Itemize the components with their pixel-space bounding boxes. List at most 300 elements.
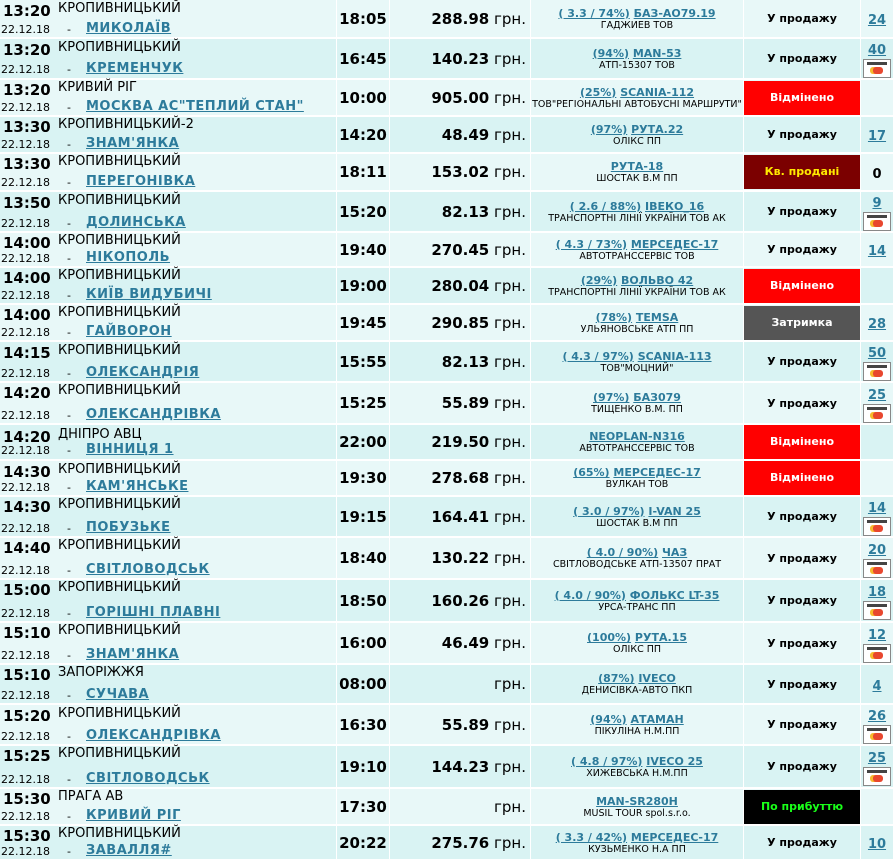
rating-link[interactable]: ( 3.3 / 74%) [558, 6, 630, 20]
departure-cell [0, 79, 337, 116]
arrival-time: 14:20 [337, 116, 390, 153]
departure-time: 15:30 [3, 827, 51, 845]
bus-model-link[interactable]: ФОЛЬКС LT-35 [629, 588, 720, 602]
price-value: 46.49 [441, 634, 490, 652]
table-row [0, 116, 894, 153]
origin-station: ДНІПРО АВЦ [58, 426, 142, 442]
seats-link[interactable]: 17 [867, 129, 887, 144]
status-cell [744, 191, 861, 232]
seats-cell [861, 153, 894, 191]
card-payment-icon[interactable] [863, 404, 891, 423]
price-cell [390, 0, 531, 38]
price-cell [390, 537, 531, 579]
arrival-time: 16:30 [337, 704, 390, 745]
origin-station: КРОПИВНИЦЬКИЙ [58, 538, 181, 553]
departure-time: 13:20 [3, 81, 51, 99]
bus-cell [531, 191, 744, 232]
table-row [0, 424, 894, 460]
departure-time: 15:00 [3, 581, 51, 599]
route-dash: - [67, 810, 71, 823]
card-payment-icon[interactable] [863, 601, 891, 620]
price-value: 290.85 [431, 313, 490, 332]
bus-cell [531, 788, 744, 825]
price-value: 55.89 [441, 394, 490, 412]
bus-model-link[interactable]: МЕРСЕДЕС-17 [630, 237, 719, 251]
departure-date: 22.12.18 [1, 216, 50, 230]
destination-link[interactable]: КАМ'ЯНСЬКЕ [86, 478, 189, 494]
card-payment-icon[interactable] [863, 517, 891, 536]
destination-link[interactable]: ПОБУЗЬКЕ [86, 520, 171, 535]
seats-link[interactable]: 4 [872, 678, 882, 694]
arrival-time: 16:45 [337, 38, 390, 79]
bus-model-link[interactable]: TEMSA [635, 310, 679, 324]
status-cell [744, 745, 861, 788]
destination-link[interactable]: ОЛЕКСАНДРІВКА [86, 727, 221, 743]
bus-cell [531, 579, 744, 622]
arrival-time: 18:11 [337, 153, 390, 191]
destination-link[interactable]: ГОРІШНІ ПЛАВНІ [86, 605, 221, 620]
arrival-time: 08:00 [337, 664, 390, 704]
price-cell [390, 745, 531, 788]
status-cell [744, 38, 861, 79]
currency: грн. [494, 634, 526, 652]
arrival-time: 20:22 [337, 825, 390, 860]
table-row [0, 267, 894, 304]
arrival-time: 15:20 [337, 191, 390, 232]
price-cell [390, 788, 531, 825]
status-badge: Відмінено [744, 425, 860, 459]
bus-model-link[interactable]: АТАМАН [630, 712, 684, 726]
currency: грн. [494, 507, 526, 526]
destination-link[interactable]: ВІННИЦЯ 1 [86, 441, 174, 457]
rating-link[interactable]: ( 4.8 / 97%) [571, 754, 643, 768]
bus-model-link[interactable]: РУТА.15 [634, 631, 687, 644]
currency: грн. [494, 9, 526, 28]
departure-time: 13:50 [3, 193, 51, 212]
departure-cell [0, 191, 337, 232]
destination-link[interactable]: КРИВИЙ РІГ [86, 808, 181, 823]
price-value: 905.00 [431, 88, 490, 107]
bus-cell [531, 622, 744, 664]
carrier-name: ДЕНИСІВКА-АВТО ПКП [581, 685, 693, 696]
bus-model-link[interactable]: ЧАЗ [662, 546, 688, 559]
destination-link[interactable]: ПЕРЕГОНІВКА [86, 174, 196, 189]
arrival-time: 19:40 [337, 232, 390, 267]
seats-link[interactable]: 40 [867, 43, 887, 58]
rating-link[interactable]: ( 4.0 / 90%) [554, 588, 626, 602]
departure-date: 22.12.18 [1, 773, 50, 786]
destination-link[interactable]: ДОЛИНСЬКА [86, 214, 186, 230]
departure-cell [0, 382, 337, 424]
price-value: 288.98 [431, 9, 490, 28]
departure-cell [0, 424, 337, 460]
seats-link[interactable]: 12 [867, 627, 887, 643]
status-text: У продажу [767, 128, 837, 141]
price-cell [390, 232, 531, 267]
route-dash: - [67, 409, 71, 422]
price-cell [390, 460, 531, 496]
origin-station: КРОПИВНИЦЬКИЙ [58, 342, 181, 358]
departure-date: 22.12.18 [1, 443, 50, 457]
arrival-time: 15:55 [337, 341, 390, 382]
status-cell [744, 788, 861, 825]
departure-time: 14:00 [3, 234, 51, 252]
rating-link[interactable]: (29%) [580, 273, 618, 287]
carrier-name: ТРАНСПОРТНІ ЛІНІЇ УКРАЇНИ ТОВ АК [548, 286, 726, 298]
bus-cell [531, 79, 744, 116]
destination-link[interactable]: ОЛЕКСАНДРІЯ [86, 364, 200, 380]
departure-date: 22.12.18 [1, 689, 50, 702]
carrier-name: ГАДЖИЕВ ТОВ [600, 19, 674, 31]
price-value: 82.13 [441, 352, 490, 371]
carrier-name: КУЗЬМЕНКО Н.А ПП [588, 843, 686, 855]
status-text: У продажу [767, 836, 837, 849]
bus-model-link[interactable]: MAN-53 [632, 46, 682, 60]
status-cell [744, 116, 861, 153]
bus-model-link[interactable]: БАЗ-АО79.19 [633, 6, 716, 20]
status-text: У продажу [767, 718, 837, 731]
rating-link[interactable]: (65%) [573, 466, 610, 479]
carrier-name: АТП-15307 ТОВ [599, 59, 675, 71]
rating-link[interactable]: (25%) [579, 85, 617, 99]
departure-date: 22.12.18 [1, 649, 50, 662]
status-badge: Відмінено [744, 269, 860, 303]
seats-cell [861, 704, 894, 745]
arrival-time: 19:00 [337, 267, 390, 304]
bus-cell [531, 267, 744, 304]
seats-link[interactable]: 18 [867, 585, 887, 600]
card-payment-icon[interactable] [863, 725, 891, 744]
card-payment-icon[interactable] [863, 559, 891, 578]
table-row [0, 788, 894, 825]
bus-model-link[interactable]: БАЗ079 [633, 391, 681, 404]
currency: грн. [494, 163, 526, 181]
origin-station: КРОПИВНИЦЬКИЙ [58, 268, 181, 283]
rating-link[interactable]: (78%) [595, 310, 633, 324]
departure-time: 15:30 [3, 790, 51, 808]
bus-model-link[interactable]: I-VAN 25 [648, 504, 701, 518]
seats-link[interactable]: 14 [867, 244, 887, 259]
table-row [0, 38, 894, 79]
route-dash: - [67, 845, 71, 858]
seats-link[interactable]: 14 [867, 501, 887, 516]
route-dash: - [67, 138, 71, 151]
bus-model-link[interactable]: SCANIA-113 [637, 349, 712, 363]
carrier-name: УРСА-ТРАНС ПП [598, 601, 676, 613]
departure-date: 22.12.18 [1, 101, 50, 114]
table-row [0, 825, 894, 860]
table-row [0, 745, 894, 788]
price-cell [390, 153, 531, 191]
rating-link[interactable]: (97%) [590, 122, 628, 136]
origin-station: КРОПИВНИЦЬКИЙ [58, 383, 181, 398]
departure-time: 15:10 [3, 624, 51, 642]
carrier-name: ОЛІКС ПП [612, 644, 662, 655]
card-payment-icon[interactable] [863, 59, 891, 78]
currency: грн. [494, 88, 526, 107]
destination-link[interactable]: КИЇВ ВИДУБИЧІ [86, 287, 212, 302]
origin-station: КРОПИВНИЦЬКИЙ [58, 497, 181, 512]
seats-link[interactable]: 26 [867, 709, 887, 724]
destination-link[interactable]: СУЧАВА [86, 687, 150, 702]
carrier-name: АВТОТРАНССЕРВІС ТОВ [579, 250, 695, 262]
currency: грн. [494, 797, 526, 816]
price-value: 278.68 [431, 469, 490, 487]
seats-cell [861, 341, 894, 382]
table-row [0, 153, 894, 191]
origin-station: КРОПИВНИЦЬКИЙ [58, 623, 181, 638]
destination-link[interactable]: МОСКВА АС"ТЕПЛИЙ СТАН" [86, 99, 304, 114]
destination-link[interactable]: СВІТЛОВОДСЬК [86, 771, 210, 786]
bus-model-link[interactable]: MAN-SR280H [596, 794, 678, 808]
status-text: У продажу [767, 52, 837, 65]
status-text: У продажу [767, 205, 837, 218]
status-cell [744, 664, 861, 704]
destination-link[interactable]: НІКОПОЛЬ [86, 250, 171, 265]
bus-model-link[interactable]: РУТА-18 [610, 160, 664, 173]
seats-cell [861, 622, 894, 664]
status-text: У продажу [767, 243, 837, 256]
departure-time: 14:20 [3, 427, 51, 446]
departure-time: 14:40 [3, 539, 51, 557]
origin-station: КРОПИВНИЦЬКИЙ [58, 705, 181, 721]
rating-link[interactable]: ( 3.0 / 97%) [573, 504, 645, 518]
status-text: У продажу [767, 510, 837, 523]
route-dash: - [67, 366, 71, 380]
bus-cell [531, 38, 744, 79]
arrival-time: 17:30 [337, 788, 390, 825]
departure-cell [0, 38, 337, 79]
currency: грн. [494, 833, 526, 852]
currency: грн. [494, 715, 526, 734]
seats-link[interactable]: 50 [867, 346, 887, 361]
departure-date: 22.12.18 [1, 22, 50, 36]
destination-link[interactable]: ЗНАМ'ЯНКА [86, 647, 180, 662]
arrival-time: 10:00 [337, 79, 390, 116]
table-row [0, 232, 894, 267]
status-cell [744, 382, 861, 424]
origin-station: КРОПИВНИЦЬКИЙ [58, 154, 181, 169]
departure-cell [0, 460, 337, 496]
table-row [0, 460, 894, 496]
currency: грн. [494, 352, 526, 371]
seats-cell [861, 232, 894, 267]
destination-link[interactable]: МИКОЛАЇВ [86, 20, 172, 36]
price-cell [390, 267, 531, 304]
destination-link[interactable]: ГАЙВОРОН [86, 324, 172, 339]
seats-cell [861, 825, 894, 860]
seats-cell [861, 304, 894, 341]
origin-station: КРОПИВНИЦЬКИЙ [58, 826, 181, 841]
bus-model-link[interactable]: МЕРСЕДЕС-17 [630, 830, 719, 844]
bus-model-link[interactable]: ВОЛЬВО 42 [621, 273, 694, 287]
route-dash: - [67, 443, 71, 457]
destination-link[interactable]: КРЕМЕНЧУК [86, 61, 184, 76]
departure-time: 13:30 [3, 155, 51, 173]
departure-date: 22.12.18 [1, 522, 50, 535]
seats-link[interactable]: 28 [867, 317, 887, 332]
carrier-name: ТОВ"РЕГІОНАЛЬНІ АВТОБУСНІ МАРШРУТИ" [532, 98, 742, 110]
price-cell [390, 825, 531, 860]
table-row [0, 496, 894, 537]
seats-cell [861, 382, 894, 424]
seats-cell [861, 745, 894, 788]
status-cell [744, 304, 861, 341]
carrier-name: ОЛІКС ПП [612, 135, 662, 147]
arrival-time: 15:25 [337, 382, 390, 424]
card-payment-icon[interactable] [863, 767, 891, 786]
origin-station: КРОПИВНИЦЬКИЙ [58, 40, 181, 55]
seats-cell [861, 424, 894, 460]
departure-time: 14:30 [3, 462, 51, 481]
rating-link[interactable]: (87%) [598, 672, 635, 685]
card-payment-icon[interactable] [863, 644, 891, 663]
rating-link[interactable]: (94%) [590, 712, 627, 726]
rating-link[interactable]: (100%) [587, 631, 632, 644]
price-value: 153.02 [431, 163, 490, 181]
departure-date: 22.12.18 [1, 845, 50, 858]
rating-link[interactable]: ( 2.6 / 88%) [569, 199, 642, 213]
departure-cell [0, 622, 337, 664]
destination-link[interactable]: ЗНАМ'ЯНКА [86, 136, 180, 151]
status-cell [744, 232, 861, 267]
status-badge: По прибуттю [744, 790, 860, 824]
currency: грн. [494, 49, 526, 68]
price-value: 280.04 [431, 276, 490, 295]
seats-link[interactable]: 20 [867, 542, 887, 558]
currency: грн. [494, 469, 526, 487]
bus-model-link[interactable]: МЕРСЕДЕС-17 [613, 466, 701, 479]
origin-station: КРОПИВНИЦЬКИЙ [58, 233, 181, 248]
departure-time: 14:00 [3, 269, 51, 287]
origin-station: КРОПИВНИЦЬКИЙ [58, 746, 181, 761]
seats-link[interactable]: 9 [872, 196, 882, 211]
destination-link[interactable]: ОЛЕКСАНДРІВКА [86, 407, 221, 422]
seats-cell [861, 191, 894, 232]
table-row [0, 704, 894, 745]
origin-station: КРОПИВНИЦЬКИЙ [58, 305, 181, 320]
bus-cell [531, 341, 744, 382]
departure-cell [0, 579, 337, 622]
departure-cell [0, 704, 337, 745]
carrier-name: ПІКУЛІНА Н.М.ПП [594, 725, 680, 737]
origin-station: ЗАПОРІЖЖЯ [58, 665, 144, 680]
bus-cell [531, 537, 744, 579]
seats-cell [861, 116, 894, 153]
status-text: У продажу [767, 677, 837, 691]
route-dash: - [67, 773, 71, 786]
status-cell [744, 496, 861, 537]
seats-link[interactable]: 25 [867, 387, 887, 403]
price-cell [390, 496, 531, 537]
destination-link[interactable]: СВІТЛОВОДСЬК [86, 562, 210, 577]
status-badge: Кв. продані [744, 155, 860, 189]
price-value: 160.26 [431, 591, 490, 610]
rating-link[interactable]: ( 4.3 / 97%) [562, 349, 634, 363]
table-row [0, 304, 894, 341]
departure-date: 22.12.18 [1, 289, 50, 302]
card-payment-icon[interactable] [863, 212, 891, 231]
seats-link[interactable]: 10 [867, 837, 887, 852]
route-dash: - [67, 607, 71, 620]
price-cell [390, 382, 531, 424]
bus-cell [531, 745, 744, 788]
seats-cell [861, 38, 894, 79]
departure-date: 22.12.18 [1, 810, 50, 823]
bus-model-link[interactable]: РУТА.22 [631, 122, 684, 136]
price-cell [390, 424, 531, 460]
carrier-name: ШОСТАК В.М ПП [596, 517, 678, 529]
route-dash: - [67, 176, 71, 189]
carrier-name: MUSIL TOUR spol.s.r.o. [583, 807, 691, 819]
bus-cell [531, 304, 744, 341]
status-cell [744, 704, 861, 745]
carrier-name: АВТОТРАНССЕРВІС ТОВ [579, 443, 695, 454]
seats-link[interactable]: 25 [867, 751, 887, 766]
rating-link[interactable]: (94%) [592, 46, 629, 60]
departure-cell [0, 496, 337, 537]
status-cell [744, 0, 861, 38]
seats-count: 0 [872, 166, 882, 182]
route-dash: - [67, 729, 71, 743]
status-badge: Затримка [744, 306, 860, 340]
seats-cell [861, 0, 894, 38]
rating-link[interactable]: ( 4.3 / 73%) [555, 237, 628, 251]
origin-station: КРОПИВНИЦЬКИЙ [58, 580, 181, 595]
bus-model-link[interactable]: ІВЕКО_16 [645, 199, 705, 213]
route-dash: - [67, 216, 71, 230]
price-cell [390, 341, 531, 382]
departure-cell [0, 153, 337, 191]
currency: грн. [494, 276, 526, 295]
bus-model-link[interactable]: IVECO [638, 672, 676, 685]
route-dash: - [67, 522, 71, 535]
rating-link[interactable]: (97%) [593, 391, 630, 404]
seats-link[interactable]: 24 [867, 13, 887, 28]
seats-cell [861, 460, 894, 496]
departure-time: 14:00 [3, 306, 51, 324]
carrier-name: ХИЖЕВСЬКА Н.М.ПП [586, 767, 688, 779]
bus-cell [531, 424, 744, 460]
departure-time: 13:30 [3, 118, 51, 136]
seats-cell [861, 267, 894, 304]
status-cell [744, 267, 861, 304]
status-text: У продажу [767, 594, 837, 607]
table-row [0, 191, 894, 232]
rating-link[interactable]: ( 4.0 / 90%) [586, 546, 659, 559]
price-cell [390, 191, 531, 232]
bus-cell [531, 496, 744, 537]
arrival-time: 16:00 [337, 622, 390, 664]
destination-link[interactable]: ЗАВАЛЛЯ# [86, 843, 172, 858]
departure-date: 22.12.18 [1, 176, 50, 189]
status-cell [744, 341, 861, 382]
bus-cell [531, 382, 744, 424]
table-row [0, 0, 894, 38]
departure-cell [0, 745, 337, 788]
rating-link[interactable]: ( 3.3 / 42%) [555, 830, 628, 844]
bus-model-link[interactable]: NEOPLAN-N316 [589, 430, 685, 443]
currency: грн. [494, 240, 526, 259]
currency: грн. [494, 433, 526, 451]
status-badge: Відмінено [744, 81, 860, 115]
carrier-name: УЛЬЯНОВСЬКЕ АТП ПП [580, 323, 694, 335]
currency: грн. [494, 125, 526, 144]
bus-model-link[interactable]: SCANIA-112 [620, 85, 695, 99]
card-payment-icon[interactable] [863, 362, 891, 381]
bus-model-link[interactable]: IVECO 25 [646, 754, 703, 768]
status-cell [744, 460, 861, 496]
